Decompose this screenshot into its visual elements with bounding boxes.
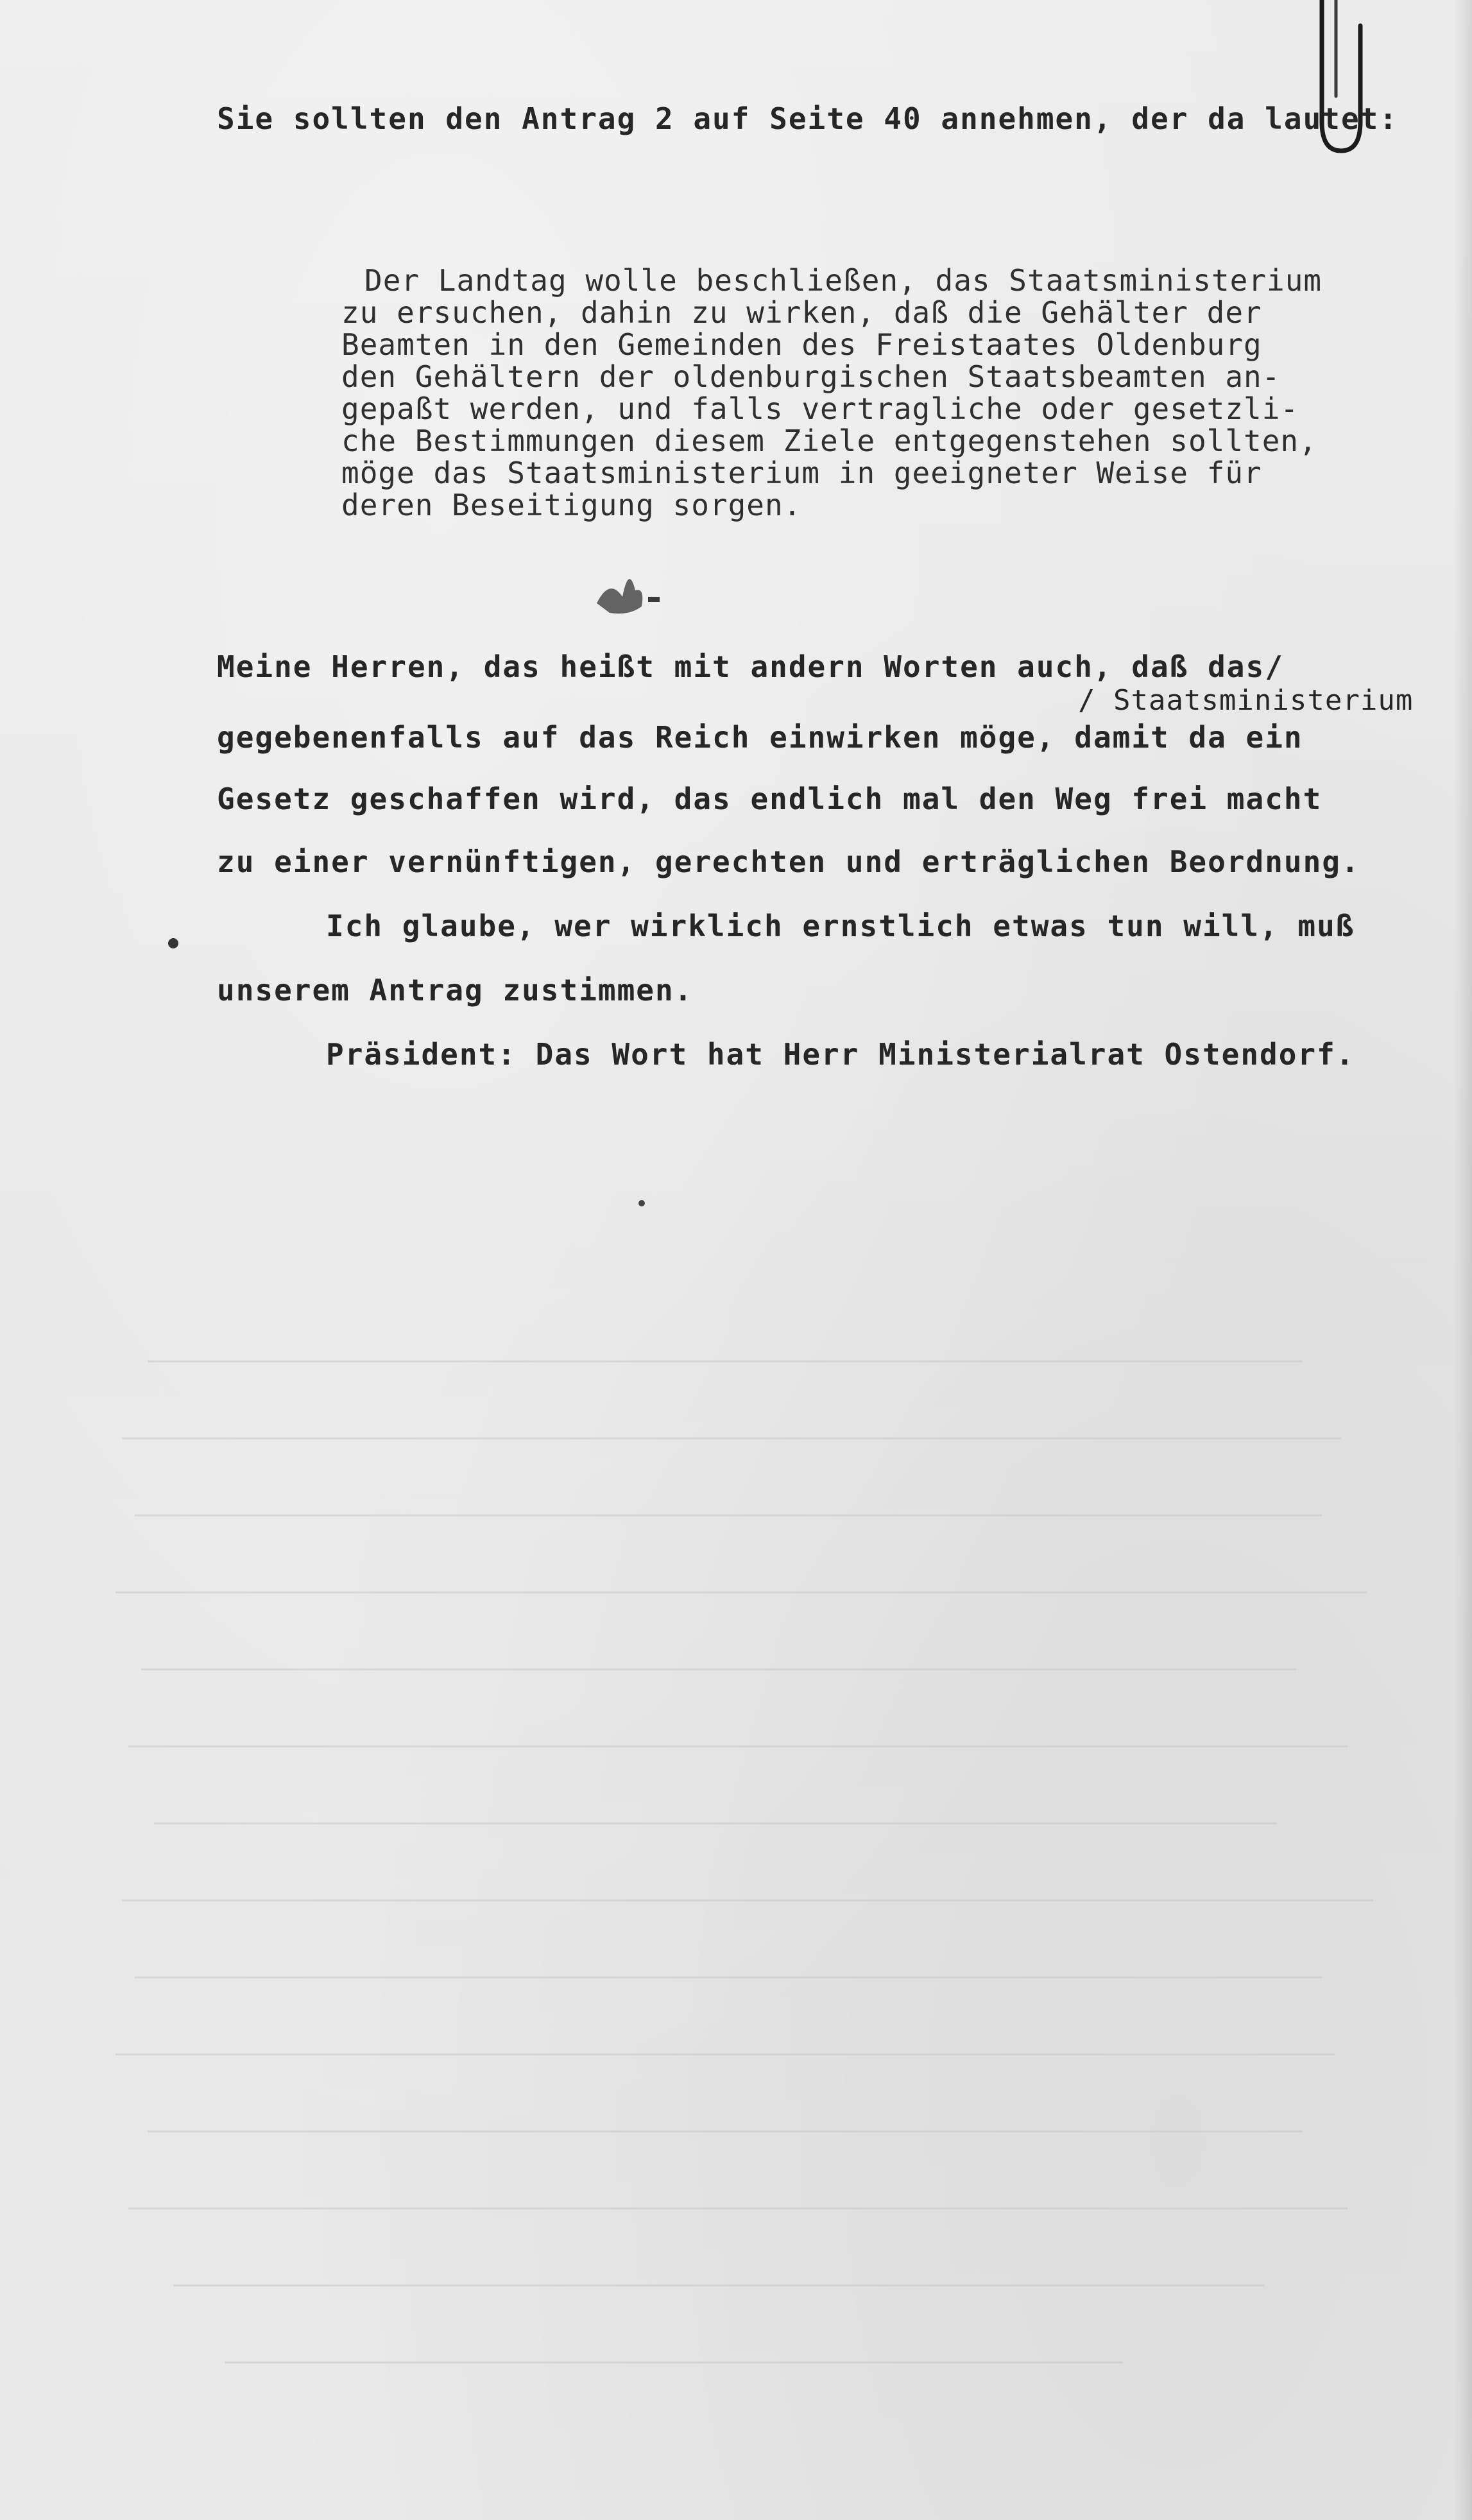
- quote-line-5: gepaßt werden, und falls vertragliche oder gesetzli-: [341, 391, 1299, 426]
- paper-edge-shadow: [1454, 0, 1472, 2520]
- quote-line-4: den Gehältern der oldenburgischen Staatsbeamten an-: [341, 359, 1281, 394]
- body-line-3: Gesetz geschaffen wird, das endlich mal den Weg frei macht: [217, 782, 1322, 816]
- quote-line-2: zu ersuchen, dahin zu wirken, daß die Gehälter der: [341, 295, 1262, 330]
- ink-speck: [160, 930, 186, 956]
- handwritten-insert: / Staatsministerium: [1078, 684, 1414, 717]
- paperclip-icon: [1309, 0, 1367, 160]
- ink-speck: [635, 1197, 648, 1210]
- quote-line-3: Beamten in den Gemeinden des Freistaates Oldenburg: [341, 327, 1262, 362]
- bleed-through-texture: [96, 1360, 1380, 2451]
- quote-line-7: möge das Staatsministerium in geeigneter Weise für: [341, 456, 1262, 490]
- ink-blot-mark: [584, 552, 667, 622]
- body-line-2: gegebenenfalls auf das Reich einwirken möge, damit da ein: [217, 720, 1303, 755]
- president-line: Präsident: Das Wort hat Herr Ministerialrat Ostendorf.: [326, 1037, 1355, 1072]
- quote-line-6: che Bestimmungen diesem Ziele entgegenstehen sollten,: [341, 424, 1317, 458]
- body-line-5: Ich glaube, wer wirklich ernstlich etwas tun will, muß: [326, 909, 1355, 943]
- quote-line-8: deren Beseitigung sorgen.: [341, 488, 802, 522]
- intro-line: Sie sollten den Antrag 2 auf Seite 40 annehmen, der da lautet:: [217, 101, 1399, 136]
- body-line-1: Meine Herren, das heißt mit andern Worten auch, daß das/: [217, 649, 1284, 684]
- body-line-4: zu einer vernünftigen, gerechten und erträglichen Beordnung.: [217, 844, 1360, 879]
- quote-line-1: Der Landtag wolle beschließen, das Staatsministerium: [364, 263, 1322, 298]
- body-line-6: unserem Antrag zustimmen.: [217, 973, 694, 1007]
